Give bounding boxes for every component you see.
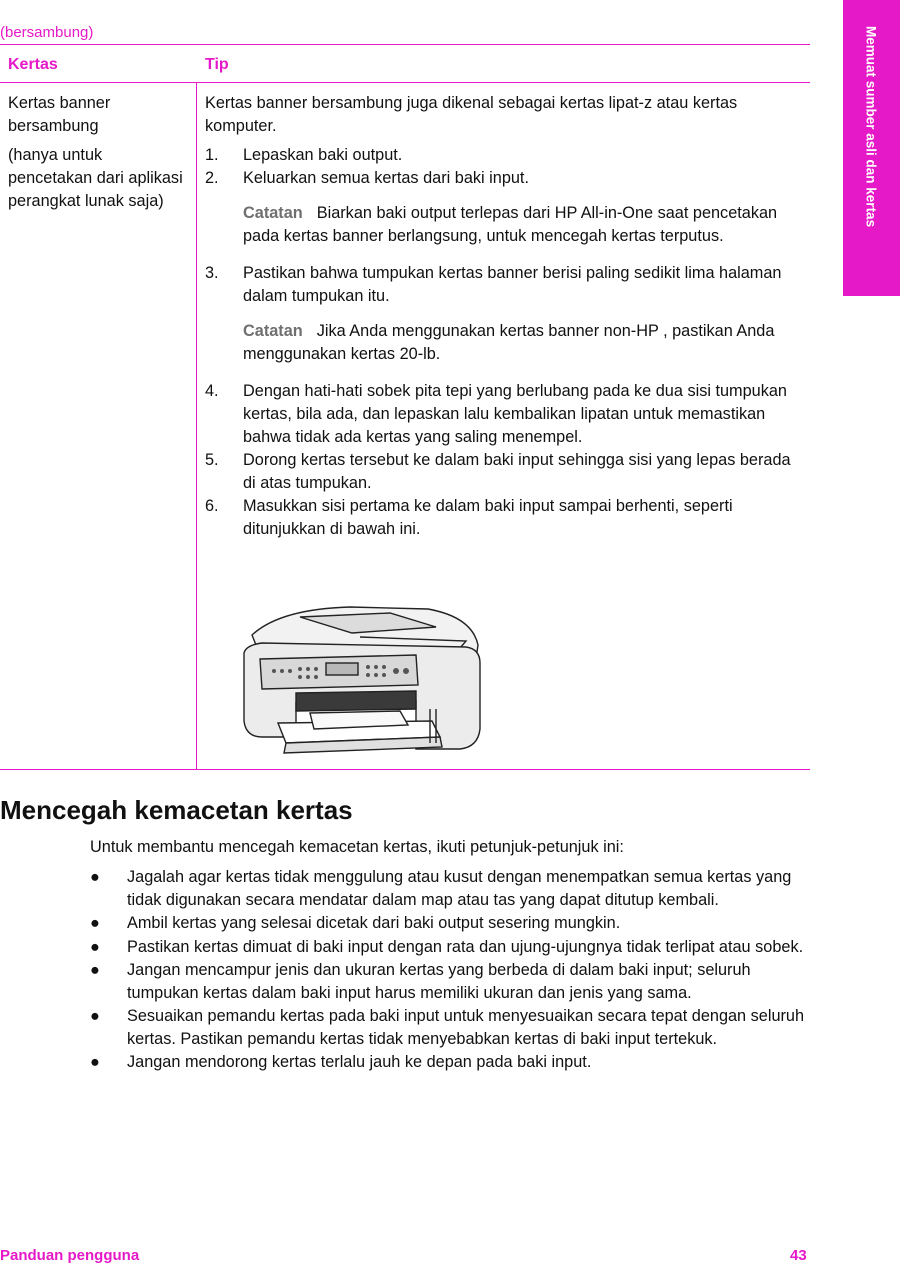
bullet-icon: ● [90, 1053, 100, 1071]
section-intro: Untuk membantu mencegah kemacetan kertas, ikuti petunjuk-petunjuk ini: [90, 838, 624, 856]
column-divider [196, 83, 197, 769]
page-number: 43 [790, 1247, 807, 1264]
list-item: ● Jagalah agar kertas tidak menggulung atau kusut dengan menempatkan semua kertas yang tidak digunakan secara mendatar dalam map atau tas yang dapat ditutup kembali. [90, 868, 792, 909]
note-text: Jika Anda menggunakan kertas banner non-HP , pastikan Anda menggunakan kertas 20-lb. [243, 322, 775, 363]
prevention-tips-list [90, 866, 810, 1075]
steps-list-a [205, 144, 805, 190]
table-top-rule [0, 44, 810, 45]
header-rule [0, 82, 810, 83]
list-item: ● Jangan mencampur jenis dan ukuran kertas yang berbeda di dalam baki input; seluruh tumpukan kertas dalam baki input harus memiliki ukuran dan jenis yang sama. [90, 961, 751, 1002]
list-item: ● Ambil kertas yang selesai dicetak dari baki output sesering mungkin. [90, 912, 810, 935]
step-item: 3. Pastikan bahwa tumpukan kertas banner berisi paling sedikit lima halaman dalam tumpukan itu. [205, 264, 782, 305]
step-item: 4. Dengan hati-hati sobek pita tepi yang berlubang pada ke dua sisi tumpukan kertas, bila ada, dan lepaskan lalu kembalikan lipatan untuk memastikan bahwa tidak ada kertas yang saling menempel. [205, 382, 787, 446]
section-heading: Mencegah kemacetan kertas [0, 795, 353, 825]
note-label: Catatan [243, 322, 303, 340]
tip-intro: Kertas banner bersambung juga dikenal sebagai kertas lipat-z atau kertas komputer. [205, 94, 738, 135]
table-bottom-rule [0, 769, 810, 770]
list-item: ● Jangan mendorong kertas terlalu jauh ke depan pada baki input. [90, 1051, 810, 1074]
step-item: 5. Dorong kertas tersebut ke dalam baki input sehingga sisi yang lepas berada di atas tumpukan. [205, 451, 791, 492]
step-item: 2. Keluarkan semua kertas dari baki input. [205, 169, 529, 187]
list-item: ● Pastikan kertas dimuat di baki input dengan rata dan ujung-ujungnya tidak terlipat atau sobek. [90, 936, 810, 959]
bullet-icon: ● [90, 937, 100, 956]
bullet-icon: ● [90, 914, 100, 932]
printer-illustration [240, 597, 482, 757]
steps-list-b [205, 262, 805, 308]
footer-guide-title: Panduan pengguna [0, 1247, 140, 1264]
paper-tips-table [0, 44, 810, 770]
step-item: 6. Masukkan sisi pertama ke dalam baki input sampai berhenti, seperti ditunjukkan di bawah ini. [205, 497, 733, 538]
note-label: Catatan [243, 204, 303, 222]
header-tip: Tip [205, 56, 229, 73]
bullet-icon: ● [90, 961, 100, 979]
paper-type-note: (hanya untuk pencetakan dari aplikasi perangkat lunak saja) [8, 146, 183, 210]
side-tab-label: Memuat sumber asli dan kertas [863, 26, 879, 228]
list-item: ● Sesuaikan pemandu kertas pada baki input untuk menyesuaikan secara tepat dengan seluruh kertas. Pastikan pemandu kertas tidak menyebabkan kertas di baki input tertekuk. [90, 1007, 805, 1048]
note-block [243, 202, 805, 248]
paper-type-cell [8, 92, 188, 219]
step-item: 1. Lepaskan baki output. [205, 146, 403, 164]
steps-list-c [205, 380, 805, 541]
bullet-icon: ● [90, 868, 100, 886]
note-text: Biarkan baki output terlepas dari HP All-in-One saat pencetakan pada kertas banner berlangsung, untuk mencegah kertas terputus. [243, 204, 778, 245]
bullet-icon: ● [90, 1007, 100, 1025]
header-kertas: Kertas [8, 56, 58, 73]
continued-label: (bersambung) [0, 24, 94, 41]
paper-type-name: Kertas banner bersambung [8, 94, 111, 135]
note-block [243, 320, 805, 366]
tip-cell [205, 92, 805, 541]
side-chapter-tab [843, 0, 900, 296]
